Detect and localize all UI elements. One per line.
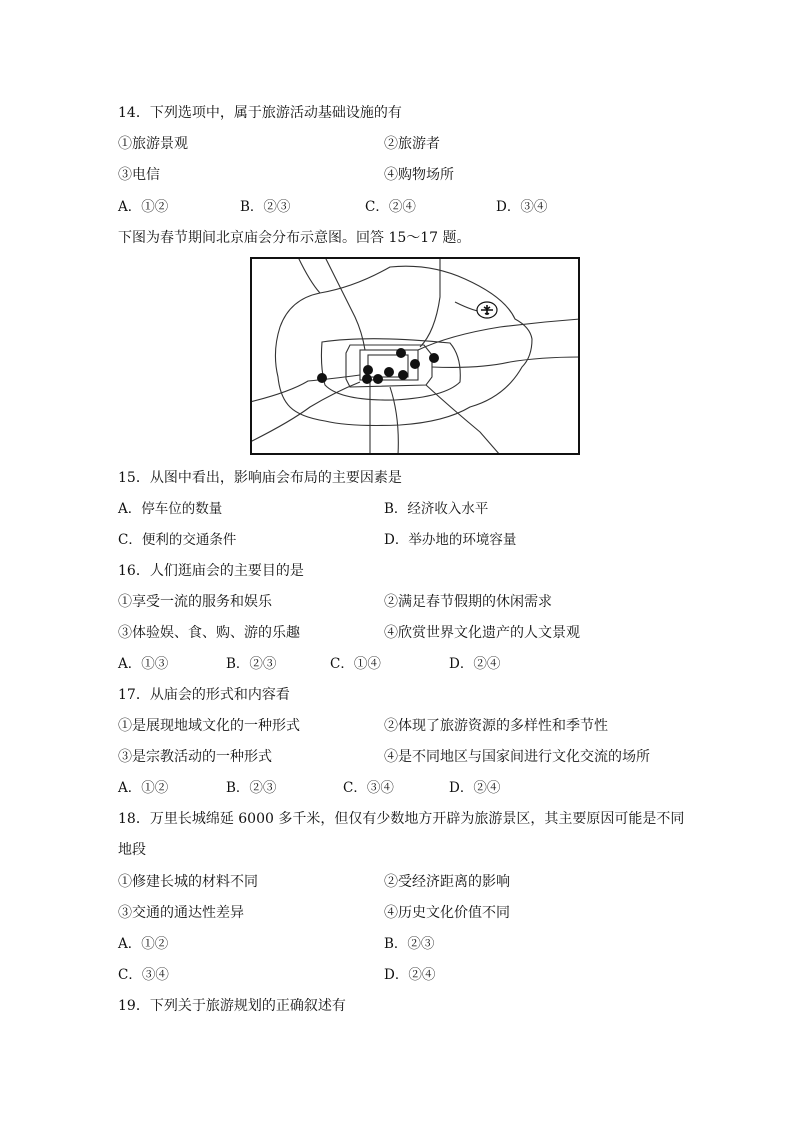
q16-choice-c: C．①④ [330,656,381,672]
q18-stem-line2: 地段 [118,842,146,858]
q15-choice-c: C．便利的交通条件 [118,532,237,548]
temple-fair-dot [373,374,383,384]
temple-fair-dot [396,348,406,358]
q16-item-2: ②满足春节假期的休闲需求 [384,594,552,610]
q17-choice-b: B．②③ [226,780,277,796]
q15-choice-b: B．经济收入水平 [384,501,489,517]
q17-item-2: ②体现了旅游资源的多样性和季节性 [384,718,608,734]
q14-choice-b: B．②③ [240,199,291,215]
q18-choice-d: D．②④ [384,967,436,983]
temple-fair-dot [429,353,439,363]
q17-item-3: ③是宗教活动的一种形式 [118,749,272,765]
q17-choice-d: D．②④ [449,780,501,796]
q16-item-4: ④欣赏世界文化遗产的人文景观 [384,625,580,641]
q14-item-2: ②旅游者 [384,136,440,152]
q18-item-1: ①修建长城的材料不同 [118,874,258,890]
q14-choice-d: D．③④ [496,199,548,215]
beijing-temple-fair-map [250,257,580,455]
q17-stem: 17．从庙会的形式和内容看 [118,687,290,703]
road-northeast [418,319,580,350]
map-frame [251,258,579,454]
road-north [420,257,440,347]
road-east [432,357,580,367]
q18-choice-a: A．①② [118,936,169,952]
q15-stem: 15．从图中看出，影响庙会布局的主要因素是 [118,470,402,486]
q14-stem: 14．下列选项中，属于旅游活动基础设施的有 [118,105,402,121]
temple-fair-dot [398,370,408,380]
q18-item-4: ④历史文化价值不同 [384,905,510,921]
q18-choice-c: C．③④ [118,967,169,983]
q14-choice-c: C．②④ [365,199,416,215]
q16-item-3: ③体验娱、食、购、游的乐趣 [118,625,300,641]
road-south-2 [390,387,398,455]
road-southwest [250,382,360,442]
q16-choice-b: B．②③ [226,656,277,672]
q14-choice-a: A．①② [118,199,169,215]
outer-ring-road [275,266,532,425]
q14-item-4: ④购物场所 [384,167,454,183]
road-northwest-2 [325,257,365,350]
q17-item-4: ④是不同地区与国家间进行文化交流的场所 [384,749,650,765]
q18-item-2: ②受经济距离的影响 [384,874,510,890]
temple-fair-dot [363,365,373,375]
q18-stem-line1: 18．万里长城绵延 6000 多千米，但仅有少数地方开辟为旅游景区，其主要原因可能是不同 [118,811,685,827]
q14-item-1: ①旅游景观 [118,136,188,152]
q18-choice-b: B．②③ [384,936,435,952]
q17-choice-a: A．①② [118,780,169,796]
q16-item-1: ①享受一流的服务和娱乐 [118,594,272,610]
temple-fair-dot [410,359,420,369]
q16-choice-d: D．②④ [449,656,501,672]
map-intro: 下图为春节期间北京庙会分布示意图。回答 15～17 题。 [118,230,471,246]
q18-item-3: ③交通的通达性差异 [118,905,244,921]
temple-fair-dot [317,373,327,383]
q14-item-3: ③电信 [118,167,160,183]
q17-item-1: ①是展现地域文化的一种形式 [118,718,300,734]
q16-stem: 16．人们逛庙会的主要目的是 [118,563,304,579]
q17-choice-c: C．③④ [343,780,394,796]
temple-fair-dot [362,374,372,384]
road-northwest-1 [298,257,320,293]
airport-icon [477,302,497,318]
q15-choice-a: A．停车位的数量 [118,501,223,517]
q19-stem: 19．下列关于旅游规划的正确叙述有 [118,998,346,1014]
road-west [250,375,360,402]
q16-choice-a: A．①③ [118,656,169,672]
q15-choice-d: D．举办地的环境容量 [384,532,517,548]
temple-fair-dot [384,367,394,377]
